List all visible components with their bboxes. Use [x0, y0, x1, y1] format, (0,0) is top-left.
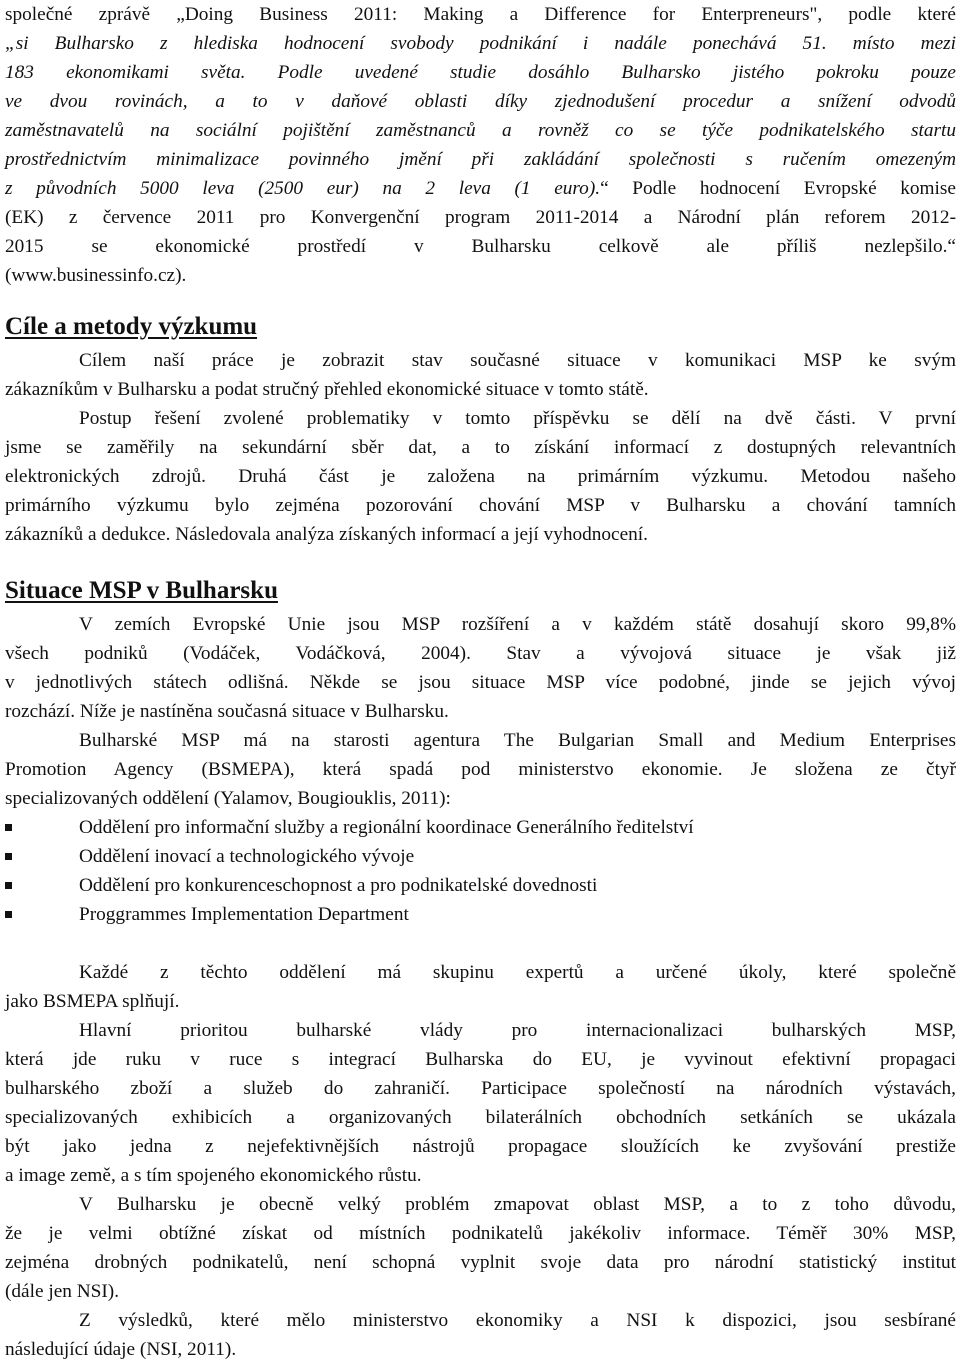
text-line: zejména drobných podnikatelů, není schopná vyplnit svoje data pro národní statistický institut — [5, 1252, 956, 1273]
section1-body — [5, 346, 956, 549]
text-line: zákazníků a dedukce. Následovala analýza získaných informací a její vyhodnocení. — [5, 524, 648, 545]
text-line: elektronických zdrojů. Druhá část je založena na primárním výzkumu. Metodou našeho — [5, 466, 956, 487]
text-line: specializovaných oddělení (Yalamov, Bougiouklis, 2011): — [5, 788, 451, 809]
text-span: “ Podle hodnocení Evropské komise — [600, 178, 956, 199]
text-line: Postup řešení zvolené problematiky v tomto příspěvku se dělí na dvě části. V první — [79, 408, 956, 429]
spacer — [5, 290, 956, 310]
text-line: Cílem naší práce je zobrazit stav současné situace v komunikaci MSP ke svým — [79, 350, 956, 371]
text-line: (EK) z července 2011 pro Konvergenční program 2011-2014 a Národní plán reforem 2012- — [5, 207, 956, 228]
text-line — [5, 174, 956, 203]
text-line: „si Bulharsko z hlediska hodnocení svobody podnikání i nadále ponechává 51. místo mezi — [5, 33, 956, 54]
text-line: a image země, a s tím spojeného ekonomického růstu. — [5, 1165, 422, 1186]
text-line: prostřednictvím minimalizace povinného jmění při zakládání společnosti s ručením omezeným — [5, 149, 956, 170]
section-heading: Cíle a metody výzkumu — [5, 313, 258, 340]
section-heading: Situace MSP v Bulharsku — [5, 577, 278, 604]
text-line: všech podniků (Vodáček, Vodáčková, 2004). Stav a vývojová situace je však již — [5, 643, 956, 664]
text-line: jsme se zaměřily na sekundární sběr dat, a to získání informací z dostupných relevantních — [5, 437, 956, 458]
list-item-text: Oddělení inovací a technologického vývoje — [79, 846, 415, 867]
text-line: Promotion Agency (BSMEPA), která spadá pod ministerstvo ekonomie. Je složena ze čtyř — [5, 759, 956, 780]
text-span: Podle uvedené studie dosáhlo Bulharsko jistého pokroku pouze — [245, 62, 956, 83]
text-line: V Bulharsku je obecně velký problém zmapovat oblast MSP, a to z toho důvodu, — [79, 1194, 956, 1215]
text-line: Bulharské MSP má na starosti agentura The Bulgarian Small and Medium Enterprises — [79, 730, 956, 751]
text-line: specializovaných exhibicích a organizovaných bilaterálních obchodních setkáních se ukázala — [5, 1107, 956, 1128]
section2-body — [5, 610, 956, 1364]
text-span: z původních 5000 leva (2500 eur) na 2 leva (1 euro). — [5, 178, 601, 199]
text-line: v jednotlivých státech odlišná. Někde se jsou situace MSP více podobné, jinde se jejich vývoj — [5, 672, 956, 693]
text-line: 2015 se ekonomické prostředí v Bulharsku celkově ale příliš nezlepšilo.“ — [5, 236, 956, 257]
list-item — [5, 813, 956, 842]
list-item — [5, 842, 956, 871]
text-line: zákazníkům v Bulharsku a podat stručný přehled ekonomické situace v tomto státě. — [5, 379, 649, 400]
list-item — [5, 900, 956, 929]
text-line: následující údaje (NSI, 2011). — [5, 1339, 237, 1360]
text-line: (www.businessinfo.cz). — [5, 265, 187, 286]
text-line: (dále jen NSI). — [5, 1281, 120, 1302]
list-item-text: Oddělení pro informační služby a regionální koordinace Generálního ředitelství — [79, 817, 694, 838]
blank-line — [5, 929, 956, 958]
text-line: ve dvou rovinách, a to v daňové oblasti díky zjednodušení procedur a snížení odvodů — [5, 91, 956, 112]
bullet-square-icon — [5, 853, 12, 860]
text-line: primárního výzkumu bylo zejména pozorování chování MSP v Bulharsku a chování tamních — [5, 495, 956, 516]
intro-paragraph — [5, 0, 956, 290]
list-item — [5, 871, 956, 900]
list-item-text: Proggrammes Implementation Department — [79, 904, 409, 925]
text-line — [5, 58, 956, 87]
text-line: jako BSMEPA splňují. — [5, 991, 180, 1012]
list-item-text: Oddělení pro konkurenceschopnost a pro podnikatelské dovednosti — [79, 875, 598, 896]
document-page — [5, 0, 956, 1364]
text-span: 183 ekonomikami světa. — [5, 62, 246, 83]
bullet-square-icon — [5, 911, 12, 918]
spacer — [5, 549, 956, 574]
department-list — [5, 813, 956, 929]
text-line: společné zprávě „Doing Business 2011: Making a Difference for Enterpreneurs", podle které — [5, 4, 956, 25]
text-line: rozchází. Níže je nastíněna současná situace v Bulharsku. — [5, 701, 449, 722]
text-line: že je velmi obtížné získat od místních podnikatelů jakékoliv informace. Téměř 30% MSP, — [5, 1223, 956, 1244]
text-line: která jde ruku v ruce s integrací Bulharska do EU, je vyvinout efektivní propagaci — [5, 1049, 956, 1070]
text-line: zaměstnavatelů na sociální pojištění zaměstnanců a rovněž co se týče podnikatelského startu — [5, 120, 956, 141]
text-line: Hlavní prioritou bulharské vlády pro internacionalizaci bulharských MSP, — [79, 1020, 956, 1041]
bullet-square-icon — [5, 824, 12, 831]
bullet-square-icon — [5, 882, 12, 889]
text-line: být jako jedna z nejefektivnějších nástrojů propagace sloužících ke zvyšování prestiže — [5, 1136, 956, 1157]
text-line: bulharského zboží a služeb do zahraničí. Participace společností na národních výstavách, — [5, 1078, 956, 1099]
text-line: Každé z těchto oddělení má skupinu expertů a určené úkoly, které společně — [79, 962, 956, 983]
text-line: Z výsledků, které mělo ministerstvo ekonomiky a NSI k dispozici, jsou sesbírané — [79, 1310, 956, 1331]
text-line: V zemích Evropské Unie jsou MSP rozšíření a v každém státě dosahují skoro 99,8% — [79, 614, 956, 635]
